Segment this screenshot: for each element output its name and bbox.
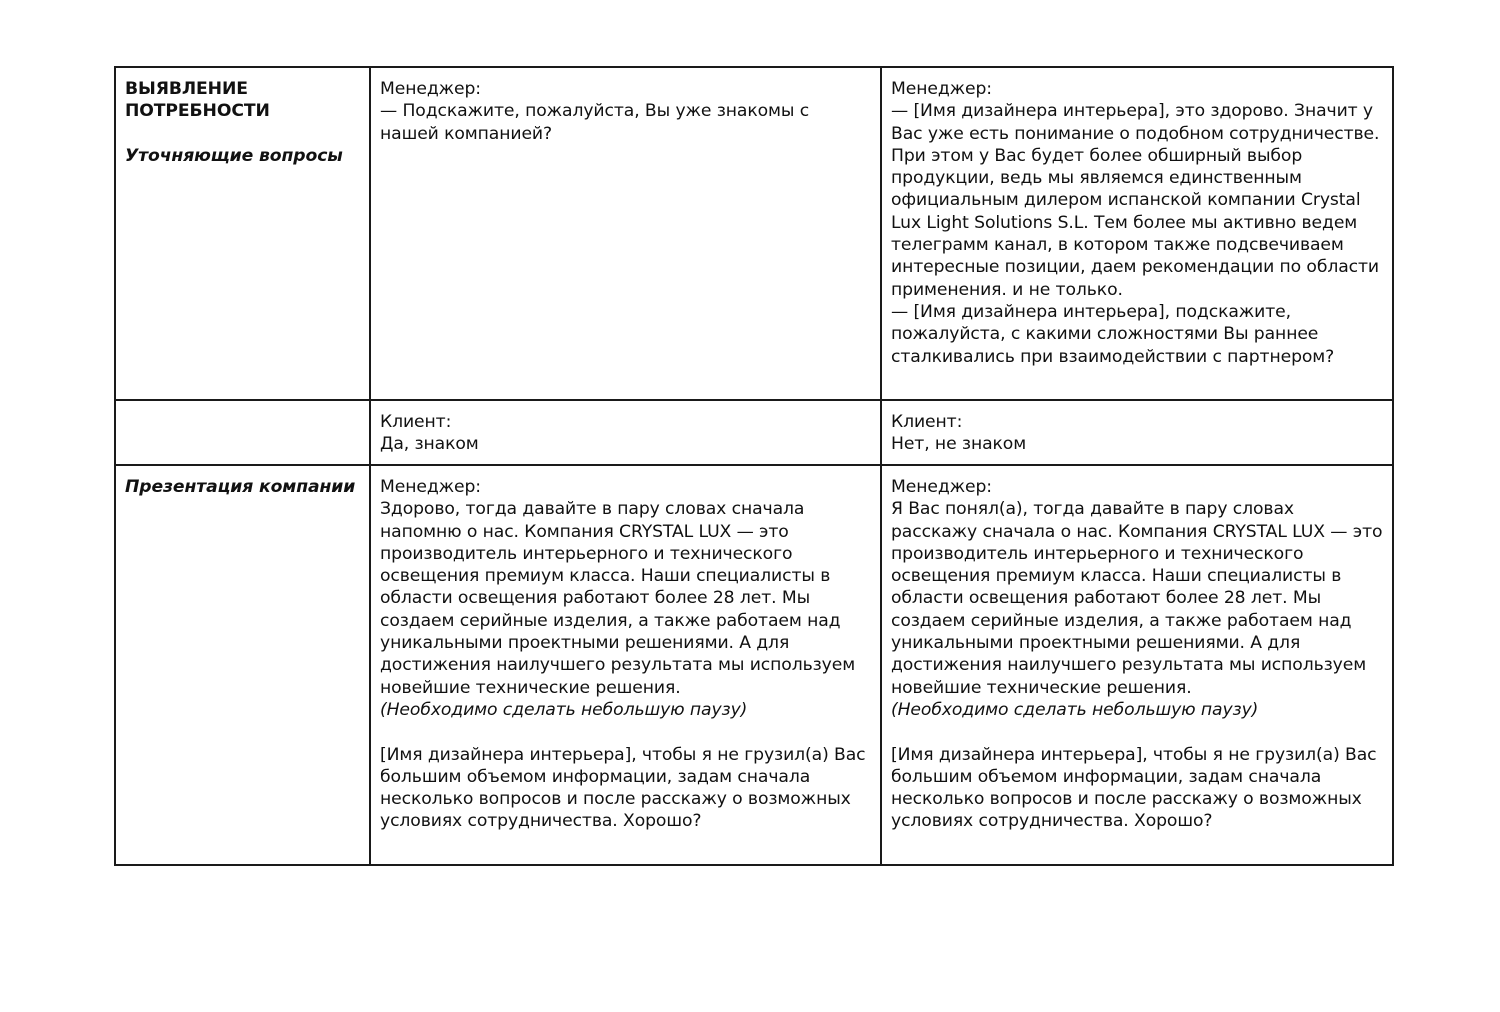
speaker-label: Менеджер: — [380, 79, 481, 99]
speaker-label: Клиент: — [891, 412, 963, 432]
sales-script-table — [114, 66, 1394, 866]
client-yes-cell — [370, 400, 881, 465]
manager-followup-question: — [Имя дизайнера интерьера], подскажите, пожалуйста, с какими сложностями Вы раннее сталкивались при взаимодействии с партнером? — [891, 301, 1335, 367]
pause-note: (Необходимо сделать небольшую паузу) — [380, 699, 748, 720]
table-row-client — [115, 400, 1393, 465]
presentation-known-closing: [Имя дизайнера интерьера], чтобы я не грузил(а) Вас большим объемом информации, задам сначала несколько вопросов и после расскажу о возможных условиях сотрудничества. Хорошо? — [380, 744, 866, 832]
pause-note: (Необходимо сделать небольшую паузу) — [891, 699, 1259, 720]
manager-followup-text: — [Имя дизайнера интерьера], это здорово. Значит у Вас уже есть понимание о подобном сотрудничестве. При этом у Вас будет более обширный выбор продукции, ведь мы являемся единственным официальным дилером испанской компании Crystal Lux Light Solutions S.L. Тем более мы активно ведем телеграмм канал, в котором также подсвечиваем интересные позиции, даем рекомендации по области применения. и не только. — [891, 101, 1380, 300]
manager-followup-cell — [881, 67, 1393, 400]
section-title-needs: ВЫЯВЛЕНИЕ ПОТРЕБНОСТИ — [125, 79, 270, 122]
section-subtitle-questions: Уточняющие вопросы — [125, 145, 343, 166]
table-row-needs — [115, 67, 1393, 400]
section-cell-needs — [115, 67, 370, 400]
presentation-unknown-closing: [Имя дизайнера интерьера], чтобы я не грузил(а) Вас большим объемом информации, задам сначала несколько вопросов и после расскажу о возможных условиях сотрудничества. Хорошо? — [891, 744, 1377, 832]
table-row-presentation — [115, 465, 1393, 865]
section-cell-presentation — [115, 465, 370, 865]
presentation-known-cell — [370, 465, 881, 865]
manager-question-cell — [370, 67, 881, 400]
client-no-text: Нет, не знаком — [891, 434, 1027, 455]
manager-question-text: — Подскажите, пожалуйста, Вы уже знакомы с нашей компанией? — [380, 101, 810, 144]
section-title-presentation: Презентация компании — [125, 477, 356, 497]
empty-cell — [115, 400, 370, 465]
client-no-cell — [881, 400, 1393, 465]
speaker-label: Менеджер: — [891, 79, 992, 99]
speaker-label: Клиент: — [380, 412, 452, 432]
presentation-unknown-cell — [881, 465, 1393, 865]
client-yes-text: Да, знаком — [380, 434, 479, 455]
speaker-label: Менеджер: — [380, 477, 481, 497]
speaker-label: Менеджер: — [891, 477, 992, 497]
presentation-known-text: Здорово, тогда давайте в пару словах сначала напомню о нас. Компания CRYSTAL LUX — это производитель интерьерного и технического освещения премиум класса. Наши специалисты в области освещения работают более 28 лет. Мы создаем серийные изделия, а также работаем над уникальными проектными решениями. А для достижения наилучшего результата мы используем новейшие технические решения. — [380, 499, 856, 698]
presentation-unknown-text: Я Вас понял(а), тогда давайте в пару словах расскажу сначала о нас. Компания CRYSTAL LUX — это производитель интерьерного и технического освещения премиум класса. Наши специалисты в области освещения работают более 28 лет. Мы создаем серийные изделия, а также работаем над уникальными проектными решениями. А для достижения наилучшего результата мы используем новейшие технические решения. — [891, 499, 1383, 698]
